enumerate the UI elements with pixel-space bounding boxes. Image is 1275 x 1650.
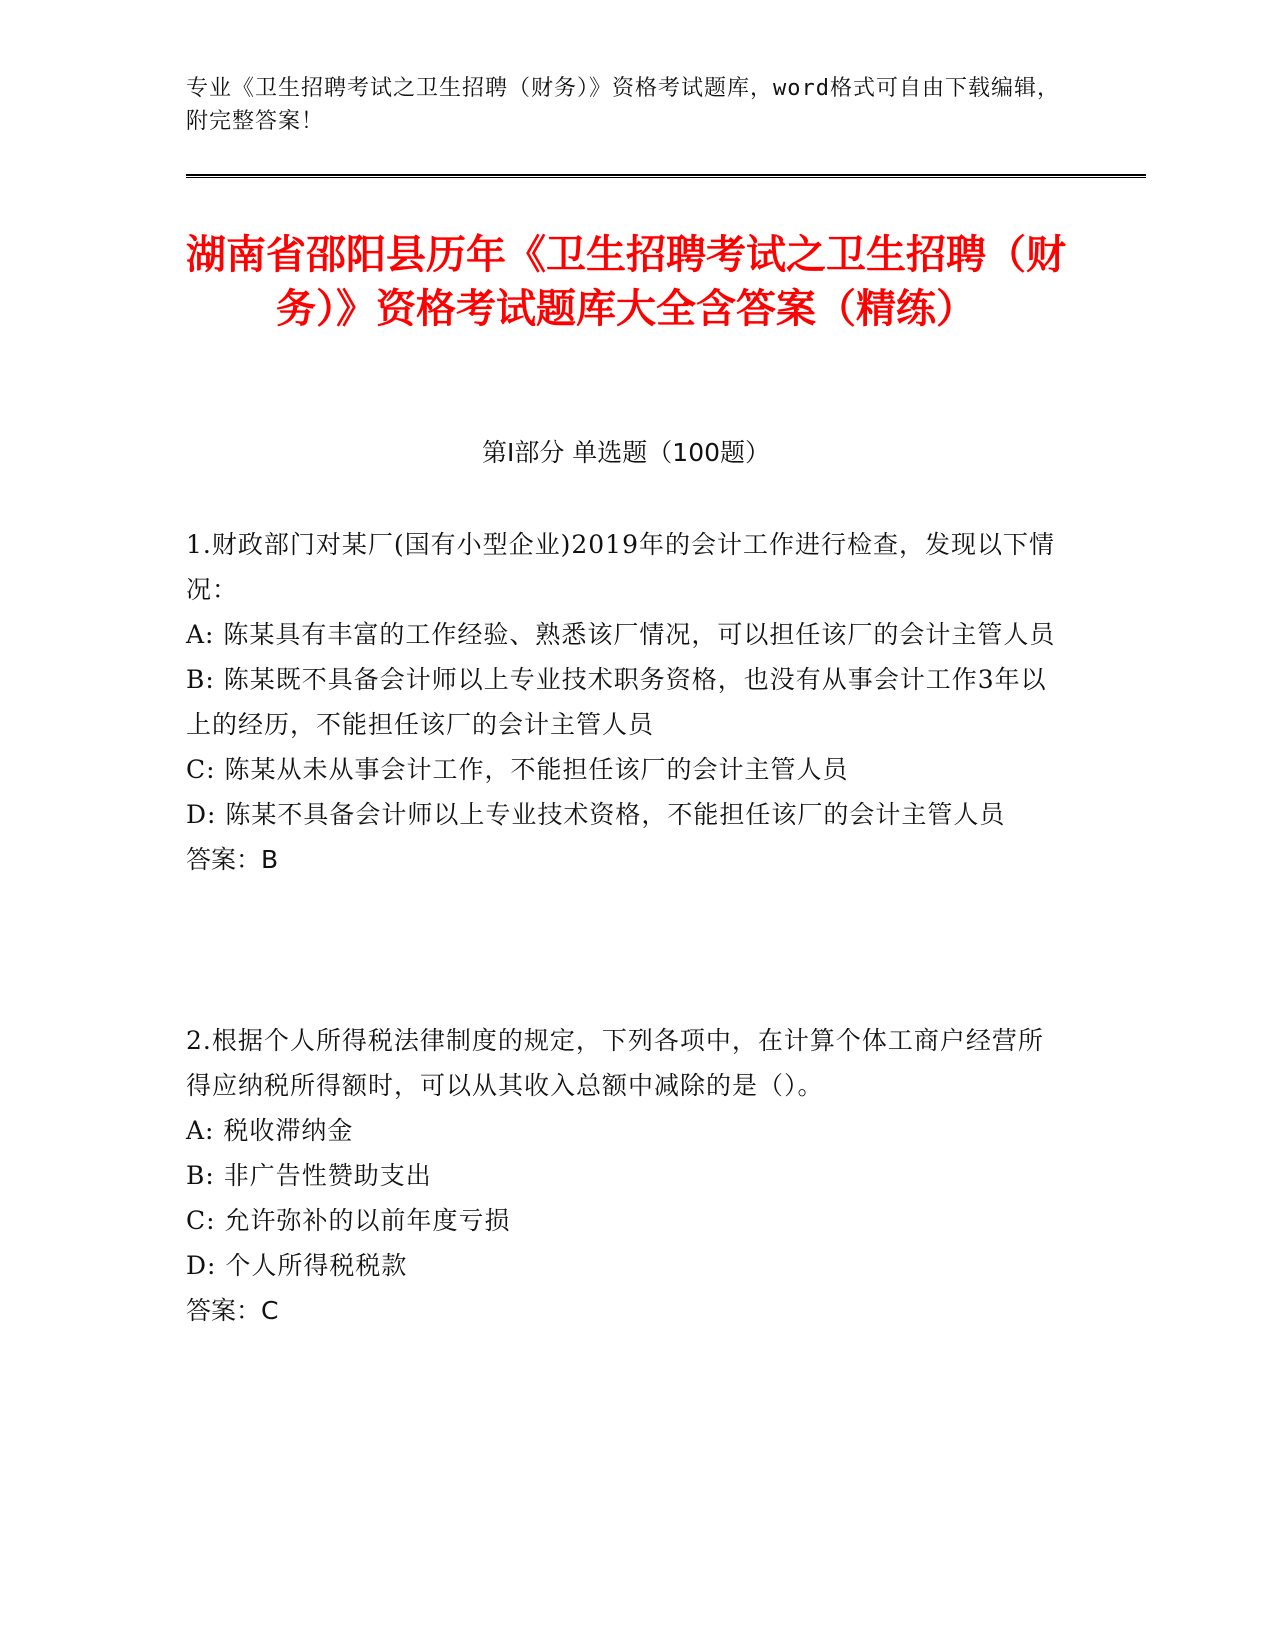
header-note: 专业《卫生招聘考试之卫生招聘（财务）》资格考试题库，word格式可自由下载编辑，附完整答案！ (186, 76, 1060, 134)
option-b: B: 陈某既不具备会计师以上专业技术职务资格，也没有从事会计工作3年以上的经历，不能担任该厂的会计主管人员 (186, 665, 1047, 739)
option-b: B: 非广告性赞助支出 (186, 1161, 432, 1190)
option-d: D: 陈某不具备会计师以上专业技术资格，不能担任该厂的会计主管人员 (186, 800, 1006, 829)
question-2 (186, 1018, 1066, 1333)
question-stem: 2.根据个人所得税法律制度的规定，下列各项中，在计算个体工商户经营所得应纳税所得额时，可以从其收入总额中减除的是（）。 (186, 1026, 1044, 1100)
question-stem: 1.财政部门对某厂(国有小型企业)2019年的会计工作进行检查，发现以下情况： (186, 530, 1055, 604)
option-a: A: 陈某具有丰富的工作经验、熟悉该厂情况，可以担任该厂的会计主管人员 (186, 620, 1056, 649)
answer: 答案：C (186, 1296, 279, 1325)
answer: 答案：B (186, 845, 279, 874)
option-c: C: 允许弥补的以前年度亏损 (186, 1206, 511, 1235)
option-d: D: 个人所得税税款 (186, 1251, 408, 1280)
question-1 (186, 522, 1066, 882)
header-divider (186, 174, 1146, 178)
section-title: 第Ⅰ部分 单选题（100题） (481, 438, 771, 467)
document-title: 湖南省邵阳县历年《卫生招聘考试之卫生招聘（财务）》资格考试题库大全含答案（精练） (186, 232, 1066, 332)
option-c: C: 陈某从未从事会计工作，不能担任该厂的会计主管人员 (186, 755, 849, 784)
option-a: A: 税收滞纳金 (186, 1116, 354, 1145)
